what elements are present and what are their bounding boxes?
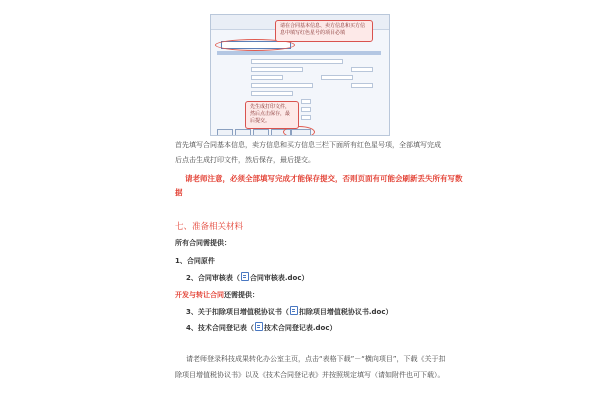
form-field <box>301 115 311 120</box>
footer-line-2: 除项目增值税协议书》以及《技术合同登记表》并按照规定填写（请如附件也可下载）。 <box>175 371 445 379</box>
item-4 <box>186 322 337 333</box>
form-field <box>251 67 303 72</box>
section-title: 七、准备相关材料 <box>175 222 244 232</box>
doc-file-icon <box>290 306 298 315</box>
form-field <box>301 107 311 112</box>
intro-line-1: 首先填写合同基本信息，卖方信息和买方信息三栏下面所有红色星号项，全部填写完成 <box>175 141 441 149</box>
doc-file-icon <box>241 272 249 281</box>
item-2-suffix: ） <box>301 274 309 282</box>
item-2-file[interactable]: 合同审核表.doc <box>249 274 302 282</box>
callout-save-submit: 先生成打印文件，然后点击保存，最后提交。 <box>245 101 299 129</box>
form-field <box>321 75 353 80</box>
form-button <box>253 129 269 136</box>
intro-line-2: 后点击生成打印文件，然后保存，最后提交。 <box>175 156 315 164</box>
doc-file-icon <box>255 322 263 331</box>
form-button <box>217 129 233 136</box>
form-field <box>351 67 373 72</box>
callout-required-fields: 请在合同基本信息、卖方信息和买方信息中填写红色星号的项目必填 <box>275 20 373 42</box>
item-3-prefix: 3、关于扣除项目增值税协议书（ <box>186 308 289 316</box>
form-field <box>251 91 293 96</box>
item-4-file[interactable]: 技术合同登记表.doc <box>263 324 330 332</box>
all-contracts-label: 所有合同需提供： <box>175 239 231 247</box>
form-field <box>301 99 311 104</box>
tech-contract-note <box>175 290 259 300</box>
item-2 <box>186 272 309 283</box>
contract-form-screenshot <box>210 14 390 136</box>
item-1: 1、合同原件 <box>175 257 215 265</box>
form-field <box>251 83 313 88</box>
form-field <box>351 83 373 88</box>
tech-contract-prefix: 开发与转让合同 <box>175 291 224 299</box>
tech-contract-suffix: 还需提供： <box>224 291 259 299</box>
form-field <box>251 59 343 64</box>
item-2-prefix: 2、合同审核表（ <box>186 274 240 282</box>
item-3 <box>186 306 393 317</box>
footer-line-1: 请老师登录科技成果转化办公室主页，点击“表格下载”－“横向项目”，下载《关于扣 <box>186 355 446 363</box>
item-3-suffix: ） <box>385 308 393 316</box>
item-4-prefix: 4、技术合同登记表（ <box>186 324 254 332</box>
form-button <box>235 129 251 136</box>
form-field <box>251 75 283 80</box>
item-3-file[interactable]: 扣除项目增值税协议书.doc <box>298 308 386 316</box>
warning-line-2: 据 <box>175 188 183 197</box>
warning-line-1: 请老师注意，必须全部填写完成才能保存提交，否则页面有可能会刷新丢失所有写数 <box>185 174 463 183</box>
form-section-header <box>217 51 381 55</box>
item-4-suffix: ） <box>329 324 337 332</box>
